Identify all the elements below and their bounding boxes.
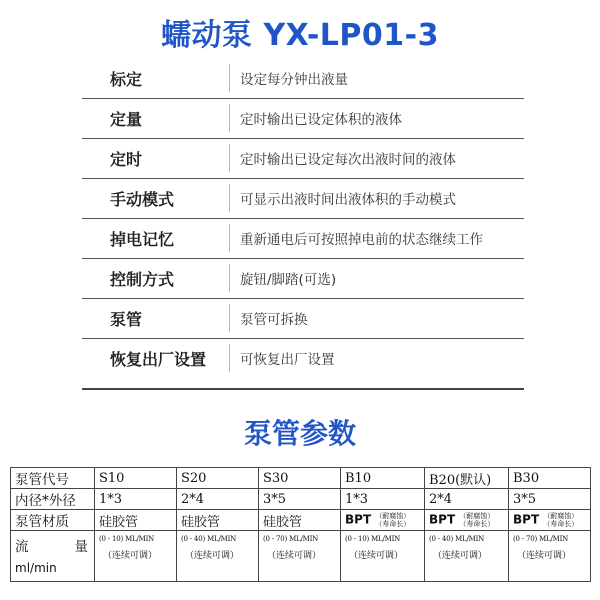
table-cell: 1*3 xyxy=(341,489,425,510)
note-line: （耐腐蚀） xyxy=(375,512,411,520)
feature-label: 掉电记忆 xyxy=(110,229,175,249)
flow-range: (0 - 10) ML/MIN xyxy=(345,535,401,543)
table-cell xyxy=(341,531,425,582)
feature-value: 定时输出已设定每次出液时间的液体 xyxy=(240,152,456,168)
table-cell xyxy=(425,531,509,582)
flow-note: （连续可调） xyxy=(103,551,158,561)
feature-label: 恢复出厂设置 xyxy=(110,349,207,369)
flow-note: （连续可调） xyxy=(517,551,572,561)
row-header-material: 泵管材质 xyxy=(11,510,95,531)
feature-label: 标定 xyxy=(110,69,143,89)
feature-row xyxy=(82,258,524,299)
flow-range: (0 - 10) ML/MIN xyxy=(99,535,155,543)
row-header-diameter: 内径*外径 xyxy=(11,489,95,510)
note-line: （耐腐蚀） xyxy=(459,512,495,520)
flow-range: (0 - 70) ML/MIN xyxy=(513,535,569,543)
table-cell: S10 xyxy=(95,468,177,489)
feature-row xyxy=(82,338,524,378)
row-divider xyxy=(229,344,230,372)
table-cell: 3*5 xyxy=(509,489,591,510)
page-title: 蠕动泵 YX-LP01-3 xyxy=(161,18,439,53)
table-cell xyxy=(95,531,177,582)
flow-range: (0 - 40) ML/MIN xyxy=(181,535,237,543)
table-row xyxy=(11,531,591,582)
row-divider xyxy=(229,104,230,132)
table-cell xyxy=(509,510,591,531)
row-header-code: 泵管代号 xyxy=(11,468,95,489)
flow-note: （连续可调） xyxy=(433,551,488,561)
table-cell: 2*4 xyxy=(177,489,259,510)
table-cell xyxy=(425,510,509,531)
flow-note: （连续可调） xyxy=(349,551,404,561)
feature-row xyxy=(82,58,524,99)
table-row xyxy=(11,510,591,531)
table-cell: 硅胶管 xyxy=(95,510,177,531)
feature-label: 控制方式 xyxy=(110,269,175,289)
table-row xyxy=(11,489,591,510)
feature-row xyxy=(82,218,524,259)
material-note xyxy=(375,512,410,528)
material-note xyxy=(459,512,494,528)
row-divider xyxy=(229,304,230,332)
row-header-flow xyxy=(11,531,95,582)
table-cell: S20 xyxy=(177,468,259,489)
row-divider xyxy=(229,64,230,92)
feature-value: 可恢复出厂设置 xyxy=(240,352,335,368)
feature-value: 可显示出液时间出液体积的手动模式 xyxy=(240,192,456,208)
note-line: （耐腐蚀） xyxy=(543,512,579,520)
row-divider xyxy=(229,264,230,292)
table-cell xyxy=(341,510,425,531)
material-name: BPT xyxy=(429,512,456,527)
feature-value: 设定每分钟出液量 xyxy=(240,72,348,88)
table-cell xyxy=(177,531,259,582)
feature-row xyxy=(82,298,524,339)
feature-row xyxy=(82,138,524,179)
table-cell: B20(默认) xyxy=(425,468,509,489)
table-cell: S30 xyxy=(259,468,341,489)
flow-range: (0 - 40) ML/MIN xyxy=(429,535,485,543)
feature-label: 定时 xyxy=(110,149,143,169)
note-line: （寿命长） xyxy=(543,520,579,528)
material-name: BPT xyxy=(513,512,540,527)
flow-range: (0 - 70) ML/MIN xyxy=(263,535,319,543)
row-divider xyxy=(229,224,230,252)
table-cell xyxy=(509,531,591,582)
note-line: （寿命长） xyxy=(459,520,495,528)
table-cell: 硅胶管 xyxy=(177,510,259,531)
flow-label-wrap xyxy=(15,535,90,555)
material-name: BPT xyxy=(345,512,372,527)
feature-value: 泵管可拆换 xyxy=(240,312,308,328)
table-cell: B30 xyxy=(509,468,591,489)
feature-label: 泵管 xyxy=(110,309,143,329)
flow-label-char: 流 xyxy=(15,539,29,555)
feature-label: 手动模式 xyxy=(110,189,175,209)
feature-value: 定时输出已设定体积的液体 xyxy=(240,112,402,128)
row-divider xyxy=(229,144,230,172)
flow-note: （连续可调） xyxy=(185,551,240,561)
table-row xyxy=(11,468,591,489)
table-cell: 硅胶管 xyxy=(259,510,341,531)
table-cell: 3*5 xyxy=(259,489,341,510)
table-cell: 1*3 xyxy=(95,489,177,510)
material-note xyxy=(543,512,578,528)
feature-label: 定量 xyxy=(110,109,143,129)
flow-unit: ml/min xyxy=(15,561,57,575)
feature-row xyxy=(82,98,524,139)
feature-value: 重新通电后可按照掉电前的状态继续工作 xyxy=(240,232,483,248)
feature-table-bottom-rule xyxy=(82,388,524,390)
flow-note: （连续可调） xyxy=(267,551,322,561)
table-cell: B10 xyxy=(341,468,425,489)
table-cell xyxy=(259,531,341,582)
feature-row xyxy=(82,178,524,219)
pump-tube-table xyxy=(10,467,591,582)
feature-table xyxy=(82,58,524,380)
table-cell: 2*4 xyxy=(425,489,509,510)
row-divider xyxy=(229,184,230,212)
flow-label-char: 量 xyxy=(74,539,88,555)
feature-value: 旋钮/脚踏(可选) xyxy=(240,272,337,288)
note-line: （寿命长） xyxy=(375,520,411,528)
section-title: 泵管参数 xyxy=(243,417,356,450)
